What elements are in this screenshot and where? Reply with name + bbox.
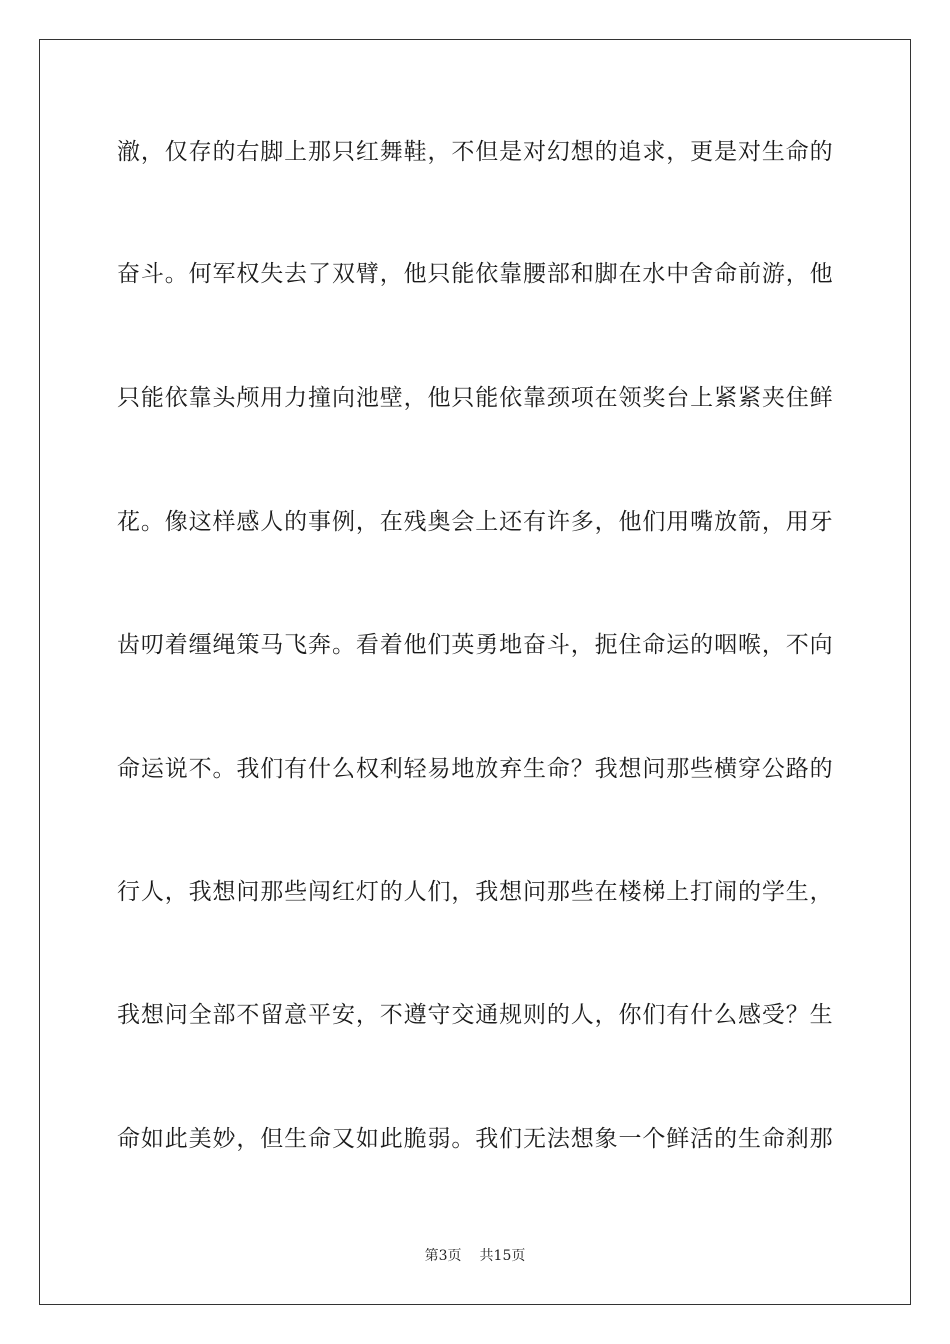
page-border <box>39 39 911 1305</box>
text-line: 命如此美妙，但生命又如此脆弱。我们无法想象一个鲜活的生命刹那 <box>117 1126 833 1152</box>
current-page-indicator: 第3页 <box>424 1248 462 1264</box>
text-line: 我想问全部不留意平安，不遵守交通规则的人，你们有什么感受？生 <box>117 1002 833 1028</box>
total-pages-indicator: 共15页 <box>479 1248 526 1264</box>
text-line: 行人，我想问那些闯红灯的人们，我想问那些在楼梯上打闹的学生， <box>117 879 833 905</box>
text-line: 花。像这样感人的事例，在残奥会上还有许多，他们用嘴放箭，用牙 <box>117 509 833 535</box>
text-line: 奋斗。何军权失去了双臂，他只能依靠腰部和脚在水中舍命前游，他 <box>117 261 833 287</box>
text-line: 齿叨着缰绳策马飞奔。看着他们英勇地奋斗，扼住命运的咽喉，不向 <box>117 632 833 658</box>
page-footer <box>0 1247 950 1265</box>
text-line: 命运说不。我们有什么权利轻易地放弃生命？我想问那些横穿公路的 <box>117 756 833 782</box>
text-line: 只能依靠头颅用力撞向池壁，他只能依靠颈项在领奖台上紧紧夹住鲜 <box>117 385 833 411</box>
text-line: 澈，仅存的右脚上那只红舞鞋，不但是对幻想的追求，更是对生命的 <box>117 139 833 165</box>
